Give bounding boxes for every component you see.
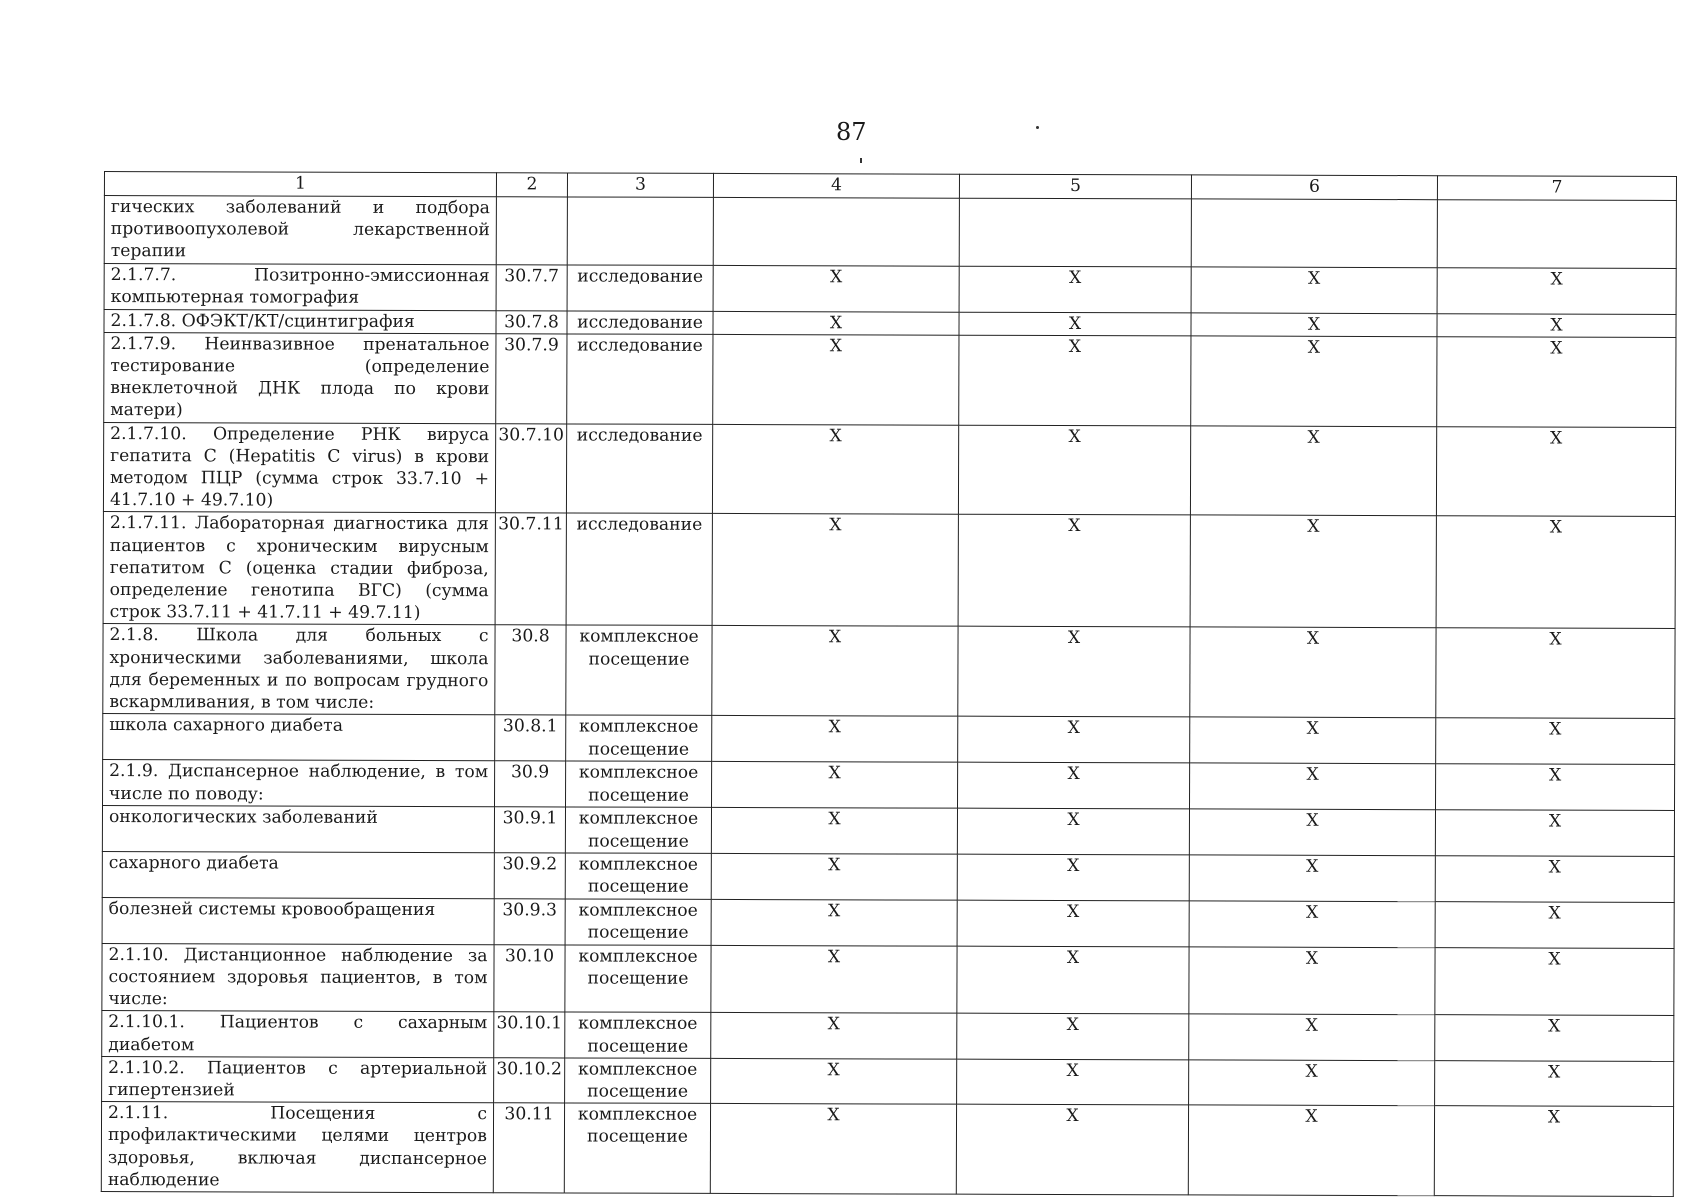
row-code-cell: 30.9.1: [494, 807, 565, 853]
row-col5-cell: X: [959, 312, 1191, 336]
table-row: [102, 1011, 1674, 1061]
column-header-2: 2: [496, 173, 567, 197]
row-col6-cell: X: [1191, 267, 1437, 314]
row-col7-cell: [1437, 200, 1676, 268]
table-row: [103, 422, 1675, 517]
row-col5-cell: X: [957, 946, 1189, 1014]
row-col7-cell: X: [1435, 902, 1674, 949]
table-row: [102, 1056, 1674, 1106]
row-col6-cell: X: [1189, 1060, 1435, 1106]
row-col5-cell: X: [958, 763, 1190, 810]
row-col4-cell: X: [713, 334, 959, 425]
row-col7-cell: X: [1436, 516, 1675, 629]
row-code-cell: 30.9.2: [494, 853, 565, 899]
row-col7-cell: X: [1435, 764, 1674, 811]
table-row: [104, 263, 1676, 314]
row-col4-cell: X: [713, 311, 959, 335]
row-name-cell: 2.1.10.2. Пациентов с артериальной гипертензией: [102, 1056, 494, 1103]
row-code-cell: 30.7.11: [495, 513, 566, 625]
row-col5-cell: X: [957, 1014, 1189, 1060]
data-table: [101, 171, 1677, 1197]
row-code-cell: 30.10.2: [494, 1058, 565, 1104]
row-col6-cell: X: [1188, 1105, 1434, 1196]
row-col4-cell: X: [710, 1104, 956, 1195]
row-name-cell: 2.1.7.8. ОФЭКТ/КТ/сцинтиграфия: [104, 309, 496, 333]
row-col6-cell: X: [1190, 515, 1436, 628]
row-col6-cell: X: [1191, 336, 1437, 427]
table-row: [102, 806, 1674, 856]
row-code-cell: 30.7.8: [496, 310, 567, 333]
row-col7-cell: X: [1435, 856, 1674, 903]
table-row: [103, 714, 1675, 765]
row-col5-cell: X: [958, 627, 1190, 718]
row-unit-cell: комплексное посещение: [565, 945, 711, 1013]
row-col6-cell: X: [1189, 809, 1435, 855]
row-col6-cell: X: [1189, 855, 1435, 902]
table-row: [102, 943, 1674, 1016]
row-name-cell: 2.1.7.7. Позитронно-эмиссионная компьютерная томография: [104, 263, 496, 310]
row-name-cell: 2.1.10. Дистанционное наблюдение за состоянием здоровья пациентов, в том числе:: [102, 943, 494, 1012]
row-col7-cell: X: [1437, 337, 1676, 428]
row-col7-cell: X: [1435, 948, 1674, 1016]
row-unit-cell: комплексное посещение: [565, 807, 711, 853]
row-unit-cell: исследование: [566, 424, 712, 514]
row-unit-cell: комплексное посещение: [566, 761, 712, 807]
row-unit-cell: комплексное посещение: [566, 625, 712, 715]
table-body: [101, 196, 1676, 1197]
table-row: [101, 1102, 1673, 1197]
row-code-cell: 30.7.9: [496, 334, 567, 424]
row-col6-cell: X: [1190, 627, 1436, 718]
row-col4-cell: X: [712, 762, 958, 809]
row-code-cell: 30.8.1: [495, 715, 566, 761]
row-col7-cell: X: [1437, 313, 1676, 337]
row-col5-cell: X: [958, 425, 1190, 516]
row-col6-cell: X: [1189, 763, 1435, 810]
column-header-3: 3: [567, 173, 713, 197]
row-col7-cell: X: [1435, 1061, 1674, 1107]
row-code-cell: 30.10: [494, 945, 565, 1013]
row-name-cell: 2.1.8. Школа для больных с хроническими заболеваниями, школа для беременных и по вопросам грудного вскармливания, в том числе:: [103, 624, 495, 715]
row-name-cell: 2.1.9. Диспансерное наблюдение, в том числе по поводу:: [103, 760, 495, 807]
row-unit-cell: исследование: [567, 334, 713, 424]
table-row: [103, 624, 1675, 719]
row-name-cell: сахарного диабета: [102, 851, 494, 898]
row-col6-cell: X: [1190, 717, 1436, 764]
row-unit-cell: исследование: [567, 311, 713, 335]
row-col4-cell: X: [712, 514, 958, 627]
row-col7-cell: X: [1434, 1106, 1673, 1197]
row-col6-cell: X: [1189, 947, 1435, 1015]
row-col5-cell: X: [956, 1104, 1188, 1195]
row-col6-cell: X: [1189, 901, 1435, 948]
row-col5-cell: X: [957, 854, 1189, 901]
row-col7-cell: X: [1436, 426, 1675, 517]
row-col7-cell: X: [1435, 1015, 1674, 1061]
row-col4-cell: X: [713, 265, 959, 312]
row-name-cell: школа сахарного диабета: [103, 714, 495, 761]
row-unit-cell: [567, 197, 713, 265]
row-code-cell: 30.11: [493, 1103, 564, 1193]
row-name-cell: гических заболеваний и подбора противоопухолевой лекарственной терапии: [104, 196, 496, 265]
row-code-cell: 30.7.7: [496, 264, 567, 310]
page-number: 87: [836, 118, 867, 146]
row-col6-cell: X: [1189, 1014, 1435, 1060]
row-col4-cell: X: [711, 1058, 957, 1104]
row-name-cell: 2.1.7.11. Лабораторная диагностика для пациентов с хроническим вирусным гепатитом С (оценка стадии фиброза, определение генотипа ВГС) (сумма строк 33.7.11 + 41.7.11 + 49.7.11): [103, 512, 495, 625]
row-col4-cell: [713, 197, 959, 265]
row-col5-cell: X: [957, 900, 1189, 947]
column-header-6: 6: [1191, 175, 1437, 200]
table-row: [104, 332, 1676, 427]
row-col6-cell: X: [1190, 426, 1436, 517]
row-col7-cell: X: [1436, 628, 1675, 719]
row-col4-cell: X: [712, 626, 958, 717]
row-name-cell: 2.1.10.1. Пациентов с сахарным диабетом: [102, 1011, 494, 1058]
row-col5-cell: [959, 198, 1191, 266]
row-col4-cell: X: [711, 1013, 957, 1059]
table-row: [104, 196, 1676, 269]
row-col4-cell: X: [711, 945, 957, 1013]
row-unit-cell: комплексное посещение: [565, 1058, 711, 1104]
column-header-4: 4: [713, 173, 959, 198]
column-header-1: 1: [104, 172, 496, 197]
row-col7-cell: X: [1436, 718, 1675, 765]
row-unit-cell: комплексное посещение: [565, 853, 711, 899]
row-unit-cell: комплексное посещение: [565, 1012, 711, 1058]
row-unit-cell: комплексное посещение: [564, 1103, 710, 1193]
scan-tick-mark: [860, 158, 862, 163]
row-name-cell: болезней системы кровообращения: [102, 897, 494, 944]
table-row: [103, 760, 1675, 811]
row-col4-cell: X: [711, 808, 957, 854]
row-col4-cell: X: [712, 716, 958, 763]
row-unit-cell: комплексное посещение: [566, 715, 712, 761]
row-unit-cell: исследование: [567, 265, 713, 311]
row-unit-cell: комплексное посещение: [565, 899, 711, 945]
row-col5-cell: X: [957, 809, 1189, 855]
row-code-cell: [496, 197, 567, 265]
table-row: [103, 512, 1675, 629]
row-col7-cell: X: [1437, 267, 1676, 314]
row-col4-cell: X: [711, 899, 957, 946]
row-col4-cell: X: [712, 424, 958, 515]
row-col7-cell: X: [1435, 810, 1674, 856]
row-code-cell: 30.9: [495, 761, 566, 807]
table-row: [102, 851, 1674, 902]
row-code-cell: 30.7.10: [495, 423, 566, 513]
table-row: [102, 897, 1674, 948]
row-code-cell: 30.8: [495, 625, 566, 715]
row-col6-cell: X: [1191, 313, 1437, 337]
row-name-cell: 2.1.7.10. Определение РНК вируса гепатита С (Hepatitis C virus) в крови методом ПЦР (сумма строк 33.7.10 + 41.7.10 + 49.7.10): [103, 422, 495, 513]
column-header-7: 7: [1437, 176, 1676, 201]
row-col5-cell: X: [959, 266, 1191, 313]
scan-dot-mark: [1036, 126, 1039, 129]
row-col4-cell: X: [711, 853, 957, 900]
row-name-cell: онкологических заболеваний: [102, 806, 494, 853]
row-col6-cell: [1191, 199, 1437, 267]
row-col5-cell: X: [958, 515, 1190, 628]
row-col5-cell: X: [957, 1059, 1189, 1105]
row-col5-cell: X: [958, 717, 1190, 764]
row-unit-cell: исследование: [566, 513, 712, 625]
column-header-5: 5: [959, 174, 1191, 199]
row-name-cell: 2.1.7.9. Неинвазивное пренатальное тестирование (определение внеклеточной ДНК плода по крови матери): [104, 332, 496, 423]
row-col5-cell: X: [959, 335, 1191, 426]
row-code-cell: 30.10.1: [494, 1012, 565, 1058]
row-name-cell: 2.1.11. Посещения с профилактическими целями центров здоровья, включая диспансерное наблюдение: [101, 1102, 493, 1193]
row-code-cell: 30.9.3: [494, 899, 565, 945]
